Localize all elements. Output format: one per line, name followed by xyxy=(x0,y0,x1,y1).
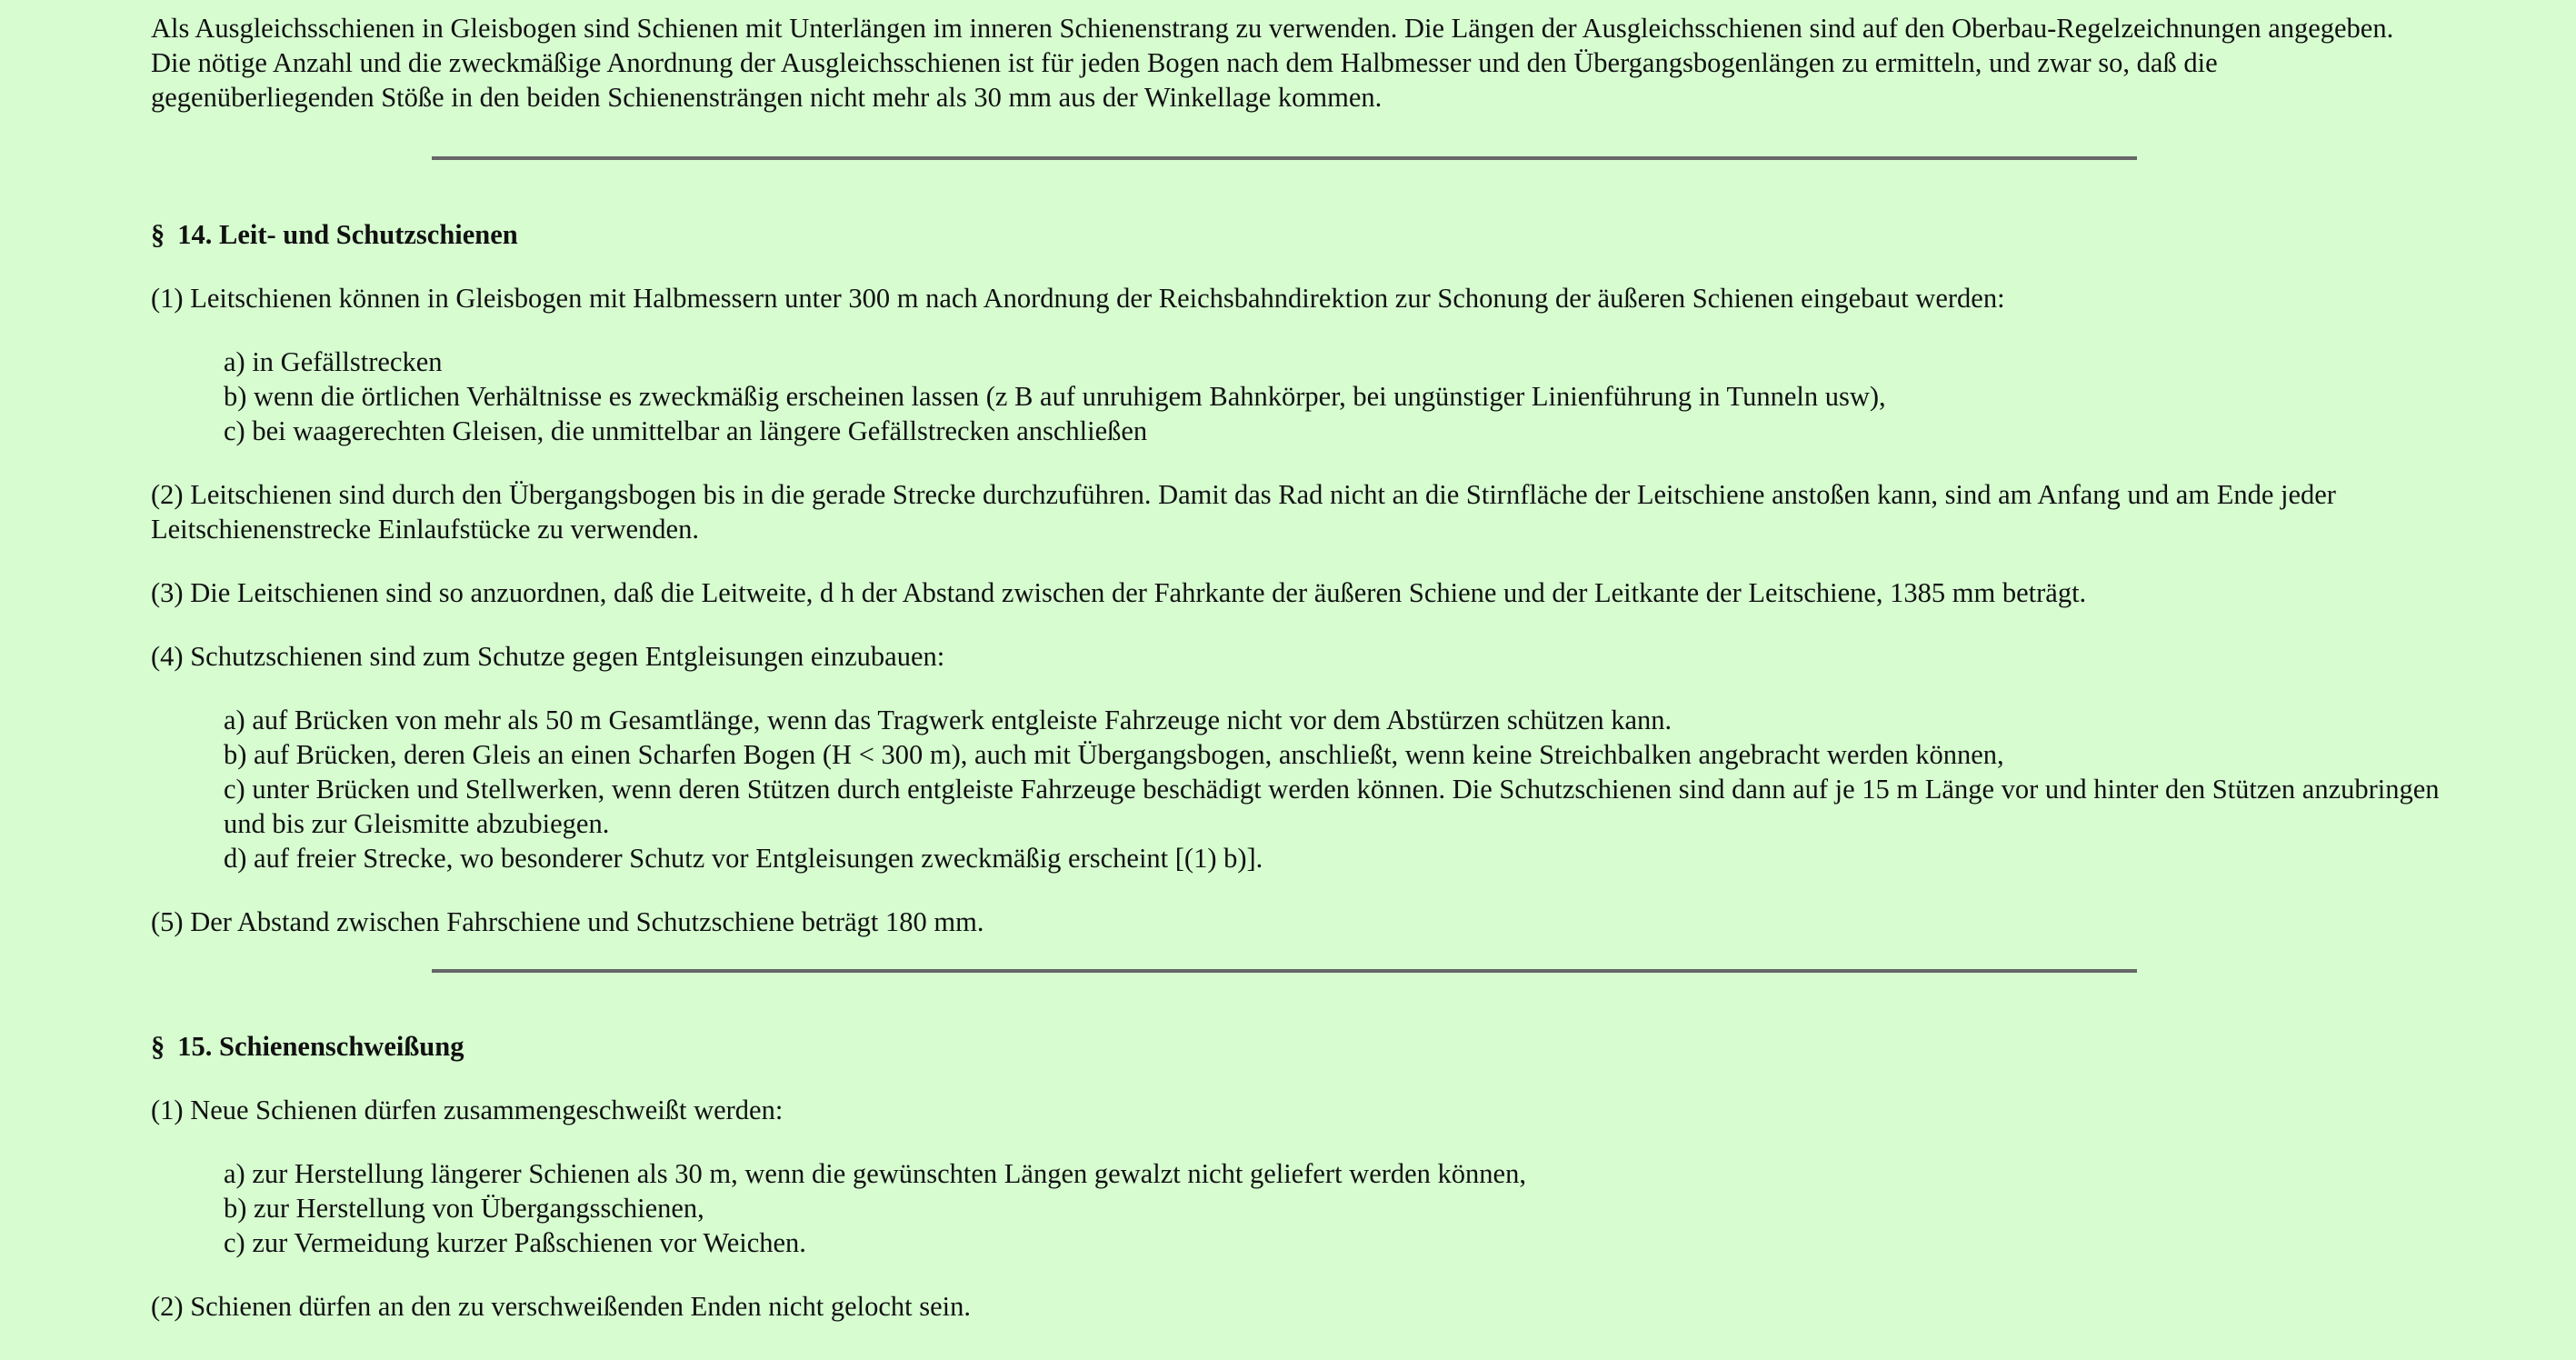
section-15-paragraph-2: (2) Schienen dürfen an den zu verschweißenden Enden nicht gelocht sein. xyxy=(151,1291,971,1322)
section-symbol: § xyxy=(151,1031,165,1062)
list-item: b) zur Herstellung von Übergangsschienen, xyxy=(224,1193,704,1224)
list-item: b) auf Brücken, deren Gleis an einen Scharfen Bogen (H < 300 m), auch mit Übergangsbogen, anschließt, wenn keine Streichbalken angebracht werden können, xyxy=(224,738,2004,770)
section-15-heading xyxy=(151,1029,2440,1064)
section-14-paragraph-2: (2) Leitschienen sind durch den Übergangsbogen bis in die gerade Strecke durchzuführen. Damit das Rad nicht an die Stirnfläche der Leitschiene anstoßen kann, sind am Anfang und am Ende jeder Leitschienenstrecke Einlaufstücke zu verwenden. xyxy=(151,478,2336,545)
list-item: a) in Gefällstrecken xyxy=(224,345,443,377)
section-14-title: 14. Leit- und Schutzschienen xyxy=(177,218,518,250)
section-14-paragraph-5: (5) Der Abstand zwischen Fahrschiene und Schutzschiene beträgt 180 mm. xyxy=(151,905,984,937)
section-15-paragraph-1: (1) Neue Schienen dürfen zusammengeschweißt werden: xyxy=(151,1095,784,1125)
list-item: c) zur Vermeidung kurzer Paßschienen vor Weichen. xyxy=(224,1227,806,1258)
list-item: d) auf freier Strecke, wo besonderer Schutz vor Entgleisungen zweckmäßig erscheint [(1) b)]. xyxy=(224,842,1263,874)
intro-paragraph-1: Als Ausgleichsschienen in Gleisbogen sind Schienen mit Unterlängen im inneren Schienenstrang zu verwenden. Die Längen der Ausgleichsschienen sind auf den Oberbau-Regelzeichnungen angegeben. xyxy=(151,13,2394,44)
section-divider xyxy=(432,156,2137,160)
section-14-paragraph-4: (4) Schutzschienen sind zum Schutze gegen Entgleisungen einzubauen: xyxy=(151,640,945,672)
intro-paragraph-2: Die nötige Anzahl und die zweckmäßige Anordnung der Ausgleichsschienen ist für jeden Bogen nach dem Halbmesser und den Übergangsbogenlängen zu ermitteln, und zwar so, daß die gegenüberliegenden Stöße in den beiden Schienensträngen nicht mehr als 30 mm aus der Winkellage kommen. xyxy=(151,47,2218,113)
section-14-list-1 xyxy=(151,345,2440,448)
section-15-title: 15. Schienenschweißung xyxy=(177,1031,464,1062)
section-14-paragraph-1: (1) Leitschienen können in Gleisbogen mit Halbmessern unter 300 m nach Anordnung der Reichsbahndirektion zur Schonung der äußeren Schienen eingebaut werden: xyxy=(151,282,2005,314)
section-14-paragraph-3: (3) Die Leitschienen sind so anzuordnen, daß die Leitweite, d h der Abstand zwischen der Fahrkante der äußeren Schiene und der Leitkante der Leitschiene, 1385 mm beträgt. xyxy=(151,576,2087,608)
section-14-list-2 xyxy=(151,703,2440,875)
section-14-heading xyxy=(151,217,2440,252)
section-15-list-1 xyxy=(151,1156,2440,1260)
list-item: c) bei waagerechten Gleisen, die unmittelbar an längere Gefällstrecken anschließen xyxy=(224,415,1148,446)
list-item: b) wenn die örtlichen Verhältnisse es zweckmäßig erscheinen lassen (z B auf unruhigem Bahnkörper, bei ungünstiger Linienführung in Tunneln usw), xyxy=(224,380,1886,412)
list-item: a) zur Herstellung längerer Schienen als 30 m, wenn die gewünschten Längen gewalzt nicht geliefert werden können, xyxy=(224,1158,1526,1189)
section-symbol: § xyxy=(151,218,165,250)
list-item: a) auf Brücken von mehr als 50 m Gesamtlänge, wenn das Tragwerk entgleiste Fahrzeuge nicht vor dem Abstürzen schützen kann. xyxy=(224,704,1672,735)
list-item: c) unter Brücken und Stellwerken, wenn deren Stützen durch entgleiste Fahrzeuge beschädigt werden können. Die Schutzschienen sind dann auf je 15 m Länge vor und hinter den Stützen anzubringen und bis zur Gleismitte abzubiegen. xyxy=(224,773,2440,839)
section-divider xyxy=(432,969,2137,973)
